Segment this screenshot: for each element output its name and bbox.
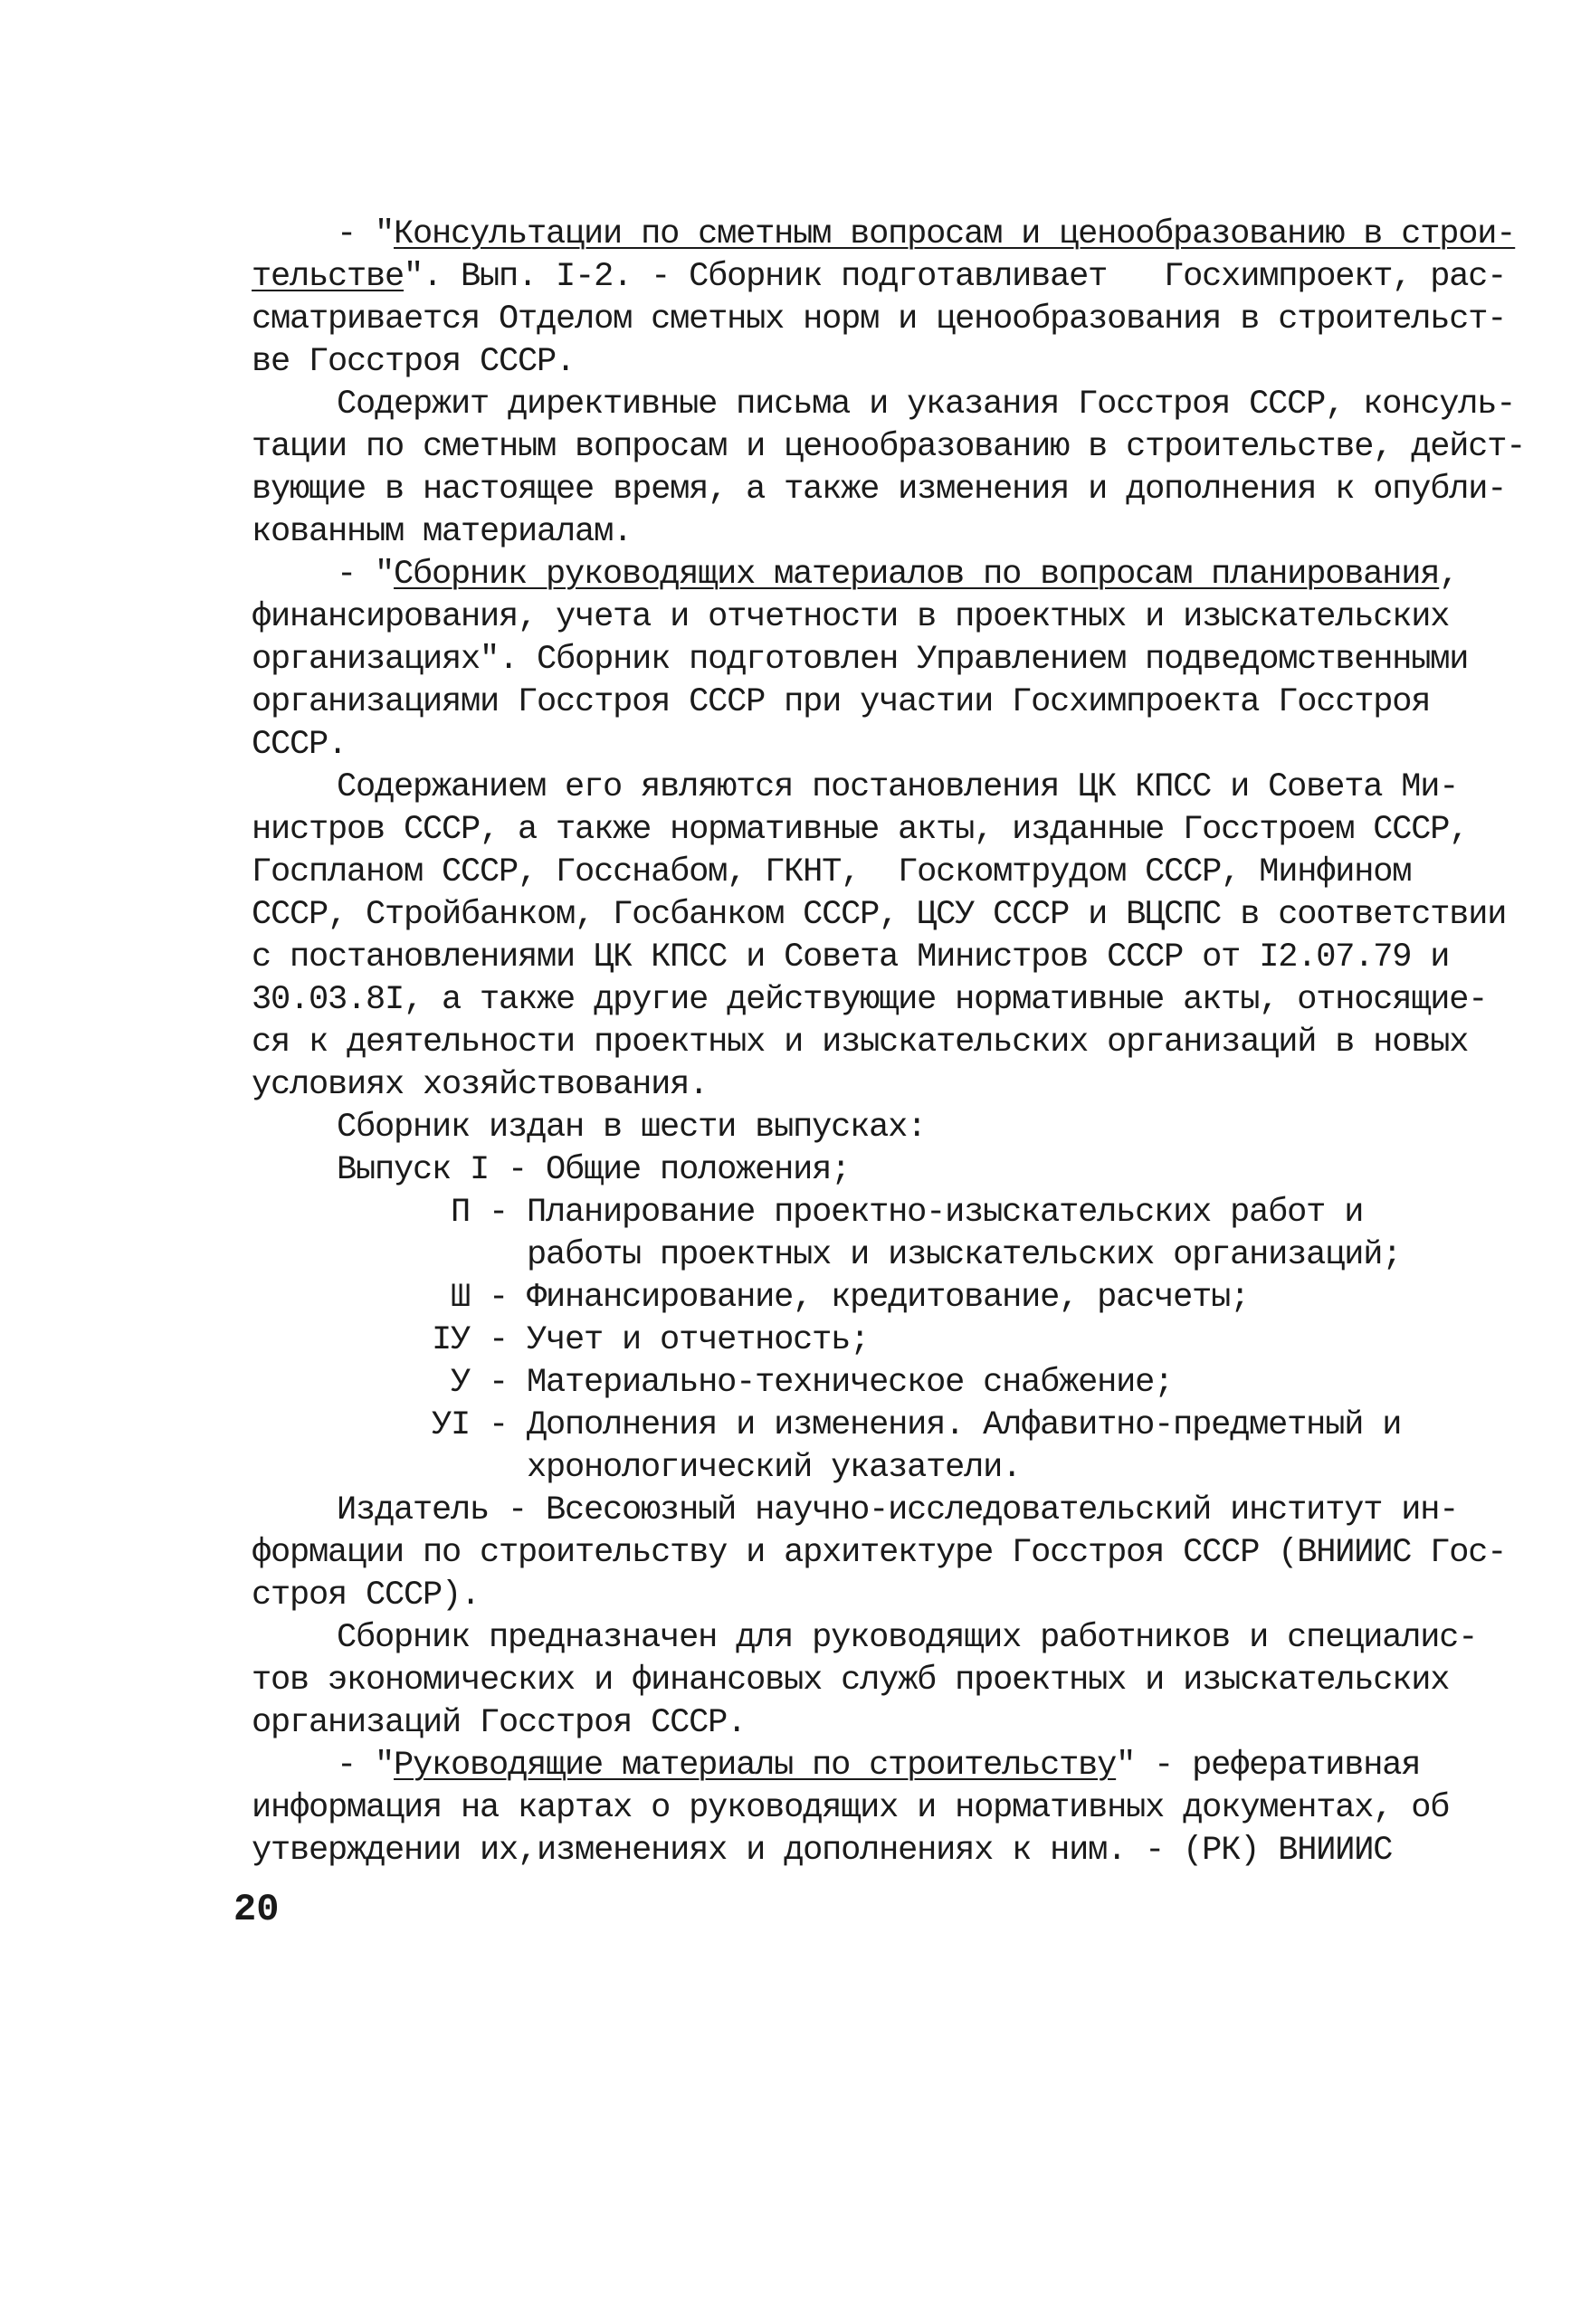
p1-title-part-2: тельстве [252,258,405,296]
p3-line-3: организациях". Сборник подготовлен Управлением подведомственными [252,641,1469,679]
p1-line-2-rest: ". Вып. I-2. - Сборник подготавливает Госхимпроект, рас- [404,258,1507,296]
p1-line-2 [252,256,1506,299]
p4-line-8: условиях хозяйствования. [252,1066,709,1104]
p8-title: Руководящие материалы по строительству [394,1747,1117,1785]
p7-line-2: тов экономических и финансовых служб проектных и изыскательских [252,1662,1450,1700]
p8-line-2: информация на картах о руководящих и нормативных документах, об [252,1789,1450,1827]
p3-title: Сборник руководящих материалов по вопросам планирования [394,556,1440,594]
p4-line-2: нистров СССР, а также нормативные акты, изданные Госстроем СССР, [252,811,1469,849]
p6-line-3: строя СССР). [252,1576,481,1614]
p8-line-1-rest: " - реферативная [1116,1747,1421,1785]
p1-dash: - " [337,215,395,253]
p7-line-1: Сборник предназначен для руководящих работников и специалис- [337,1619,1478,1657]
p3-line-4: организациями Госстроя СССР при участии Госхимпроекта Госстроя [252,683,1431,721]
p1-line-3: сматривается Отделом сметных норм и ценообразования в строительст- [252,300,1507,338]
page-number: 20 [233,1888,280,1931]
p2-line-1: Содержит директивные письма и указания Госстроя СССР, консуль- [337,386,1516,424]
p8-line-3: утверждении их,изменениях и дополнениях к ним. - (РК) ВНИИИС [252,1832,1393,1870]
p3-line-2: финансирования, учета и отчетности в проектных и изыскательских [252,598,1450,636]
p3-line-5: СССР. [252,726,348,764]
issue-line: хронологический указатели. [337,1449,1022,1487]
p1-title-part-1: Консультации по сметным вопросам и ценообразованию в строи- [394,215,1516,253]
issue-line: работы проектных и изыскательских организаций; [337,1236,1402,1274]
p1-line-1 [337,214,1515,256]
p3-dash: - " [337,556,395,594]
p6-line-1: Издатель - Всесоюзный научно-исследовательский институт ин- [337,1491,1459,1529]
p3-line-1 [337,554,1458,596]
p4-line-4: СССР, Стройбанком, Госбанком СССР, ЦСУ СССР и ВЦСПС в соответствии [252,896,1507,934]
issue-line: IУ - Учет и отчетность; [337,1321,870,1359]
p3-comma: , [1439,556,1459,594]
issue-line: УI - Дополнения и изменения. Алфавитно-предметный и [337,1406,1402,1444]
p4-line-7: ся к деятельности проектных и изыскательских организаций в новых [252,1024,1469,1062]
issue-line: Ш - Финансирование, кредитование, расчеты; [337,1279,1250,1317]
p2-line-4: кованным материалам. [252,513,633,551]
p8-dash: - " [337,1747,395,1785]
p1-line-4: ве Госстроя СССР. [252,343,576,381]
issues-intro: Сборник издан в шести выпусках: [337,1109,927,1147]
issue-line: П - Планирование проектно-изыскательских работ и [337,1194,1364,1232]
p4-line-5: с постановлениями ЦК КПСС и Совета Министров СССР от I2.07.79 и [252,938,1450,976]
issue-line: Выпуск I - Общие положения; [337,1151,851,1189]
p4-line-1: Содержанием его являются постановления ЦК КПСС и Совета Ми- [337,768,1459,806]
p2-line-2: тации по сметным вопросам и ценообразованию в строительстве, дейст- [252,428,1526,466]
p2-line-3: вующие в настоящее время, а также изменения и дополнения к опубли- [252,471,1507,509]
p8-line-1 [337,1745,1420,1787]
p4-line-3: Госпланом СССР, Госснабом, ГКНТ, Госкомтрудом СССР, Минфином [252,853,1412,891]
p7-line-3: организаций Госстроя СССР. [252,1704,747,1742]
p6-line-2: формации по строительству и архитектуре Госстроя СССР (ВНИИИС Гос- [252,1534,1507,1572]
issue-line: У - Материально-техническое снабжение; [337,1364,1174,1402]
p4-line-6: 30.03.8I, а также другие действующие нормативные акты, относящие- [252,981,1488,1019]
